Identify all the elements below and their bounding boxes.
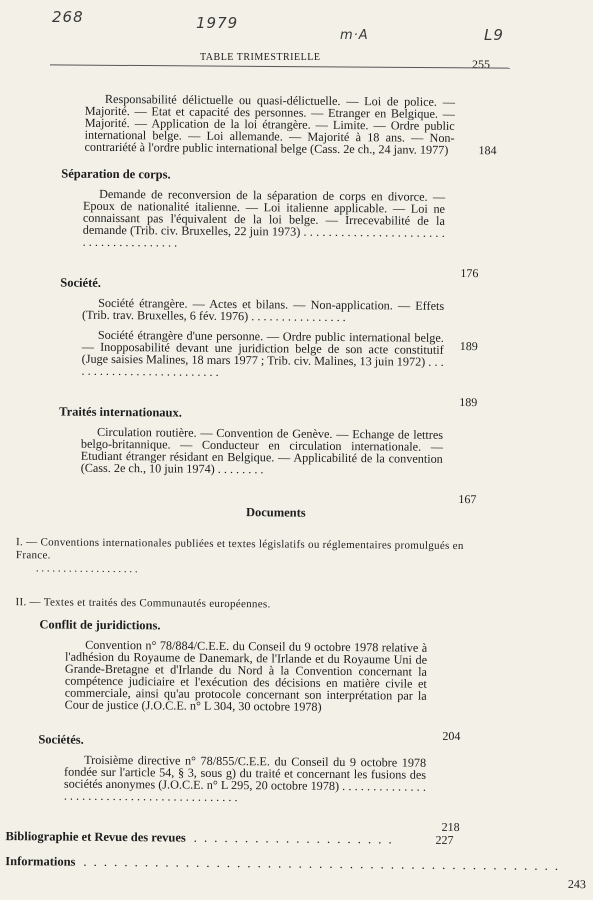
entry-label: Bibliographie et Revue des revues [5, 829, 186, 845]
documents-title: Documents [245, 505, 306, 520]
section-heading: Traités internationaux. [59, 404, 182, 420]
section-heading: Sociétés. [38, 732, 84, 747]
index-entry [81, 327, 478, 410]
section-heading: Séparation de corps. [61, 166, 171, 182]
leader-dots: . . . . . . . . . . . . . . . . . . . [35, 562, 138, 576]
entry-page: 218 [441, 819, 460, 835]
entry-page: 167 [458, 492, 477, 507]
entry-text: Responsabilité délictuelle ou quasi-délictuelle. — Loi de police. — Majorité. — Etat et capacité des personnes. — Etranger en Belgique. — Majorité. — Application de la loi étrangère. — Limite. — Ordre public international belge. — Loi allemande. — Majorité à 18 ans. — Non-contrariété à l'ordre public international belge (Cass. 2e ch., 24 janv. 1977) [84, 91, 455, 157]
header-rule [50, 64, 510, 68]
leader-dots: . . . . . . . . . . . . . . . . . . . . . . . . . . . . . . . . . . . . . . . . . . . . . . . [83, 854, 561, 873]
entry-text: Société étrangère. — Actes et bilans. — Non-application. — Effets (Trib. trav. Bruxelles, 6 fév. 1976) . . . . . . . . . . . . . . . . [81, 295, 445, 325]
index-content [0, 91, 586, 892]
handwritten-annotation-2: 1979 [196, 14, 239, 32]
entry-page: 176 [460, 266, 479, 281]
part-title: II. — Textes et traités des Communautés européennes. [15, 596, 271, 611]
index-entry [64, 637, 461, 744]
running-head: TABLE TRIMESTRIELLE [200, 52, 321, 63]
index-entry [80, 424, 477, 507]
index-entry [63, 752, 460, 835]
index-entry [84, 91, 497, 158]
entry-page: 184 [478, 143, 497, 158]
entry-page: 189 [459, 395, 478, 410]
page-number: 255 [472, 57, 490, 71]
handwritten-annotation-1: 268 [52, 8, 84, 26]
entry-page: 204 [442, 728, 461, 744]
handwritten-annotation-4: L9 [484, 26, 504, 44]
index-entry [82, 186, 479, 281]
entry-page: 189 [459, 339, 478, 354]
entry-text: Convention n° 78/884/C.E.E. du Conseil du 9 octobre 1978 relative à l'adhésion du Royaume de Danemark, de l'Irlande et du Royaume Uni de Grande-Bretagne et d'Irlande du Nord à la Convention concernant la compétence judiciaire et l'exécution des décisions en matière civile et commerciale, ainsi qu'au protocole concernant son interprétation par la Cour de justice (J.O.C.E. n° L 304, 30 octobre 1978) [64, 637, 428, 714]
part-title: I. — Conventions internationales publiées et textes législatifs ou réglementaires promulgués en France. [15, 536, 464, 562]
entry-text: Troisième directive n° 78/855/C.E.E. du Conseil du 9 octobre 1978 fondée sur l'article 54, § 3, sous g) du traité et concernant les fusions des sociétés anonymes (J.O.C.E. n° L 295, 20 octobre 1978) . . . . . . . . . . . . . . . . . . . . . . . . . . . . . . . . . . . . . . . . . . . [63, 752, 427, 805]
handwritten-annotation-3: m·A [340, 28, 369, 43]
entry-text: Société étrangère d'une personne. — Ordre public international belge. — Inopposabilité devant une juridiction belge de son acte constitutif (Juge saisies Malines, 18 mars 1977 ; Trib. civ. Malines, 13 juin 1972) . . . . . . . . . . . . . . . . . . . . . . . . . . [81, 327, 444, 379]
entry-page: 227 [435, 832, 454, 847]
entry-text: Circulation routière. — Convention de Genève. — Echange de lettres belgo-britannique. — Conducteur en circulation internationale. — Etudiant étranger résidant en Belgique. — Applicabilité de la convention (Cass. 2e ch., 10 juin 1974) . . . . . . . . [80, 424, 444, 477]
section-heading: Conflit de juridictions. [39, 617, 161, 633]
entry-label: Informations [5, 854, 76, 869]
entry-text: Demande de reconversion de la séparation de corps en divorce. — Epoux de nationalité italienne. — Loi italienne applicable. — Loi ne connaissant pas l'équivalent de la loi belge. — Irrecevabilité de la demande (Trib. civ. Bruxelles, 22 juin 1973) . . . . . . . . . . . . . . . . . . . . . . . . . . . . . . . . . . . . . . . [82, 186, 446, 250]
section-heading: Société. [60, 275, 102, 290]
leader-dots: . . . . . . . . . . . . . . . . . . . . [193, 830, 394, 847]
informations-entry [5, 854, 586, 892]
entry-page: 243 [567, 876, 586, 892]
bibliographie-entry [5, 829, 453, 848]
